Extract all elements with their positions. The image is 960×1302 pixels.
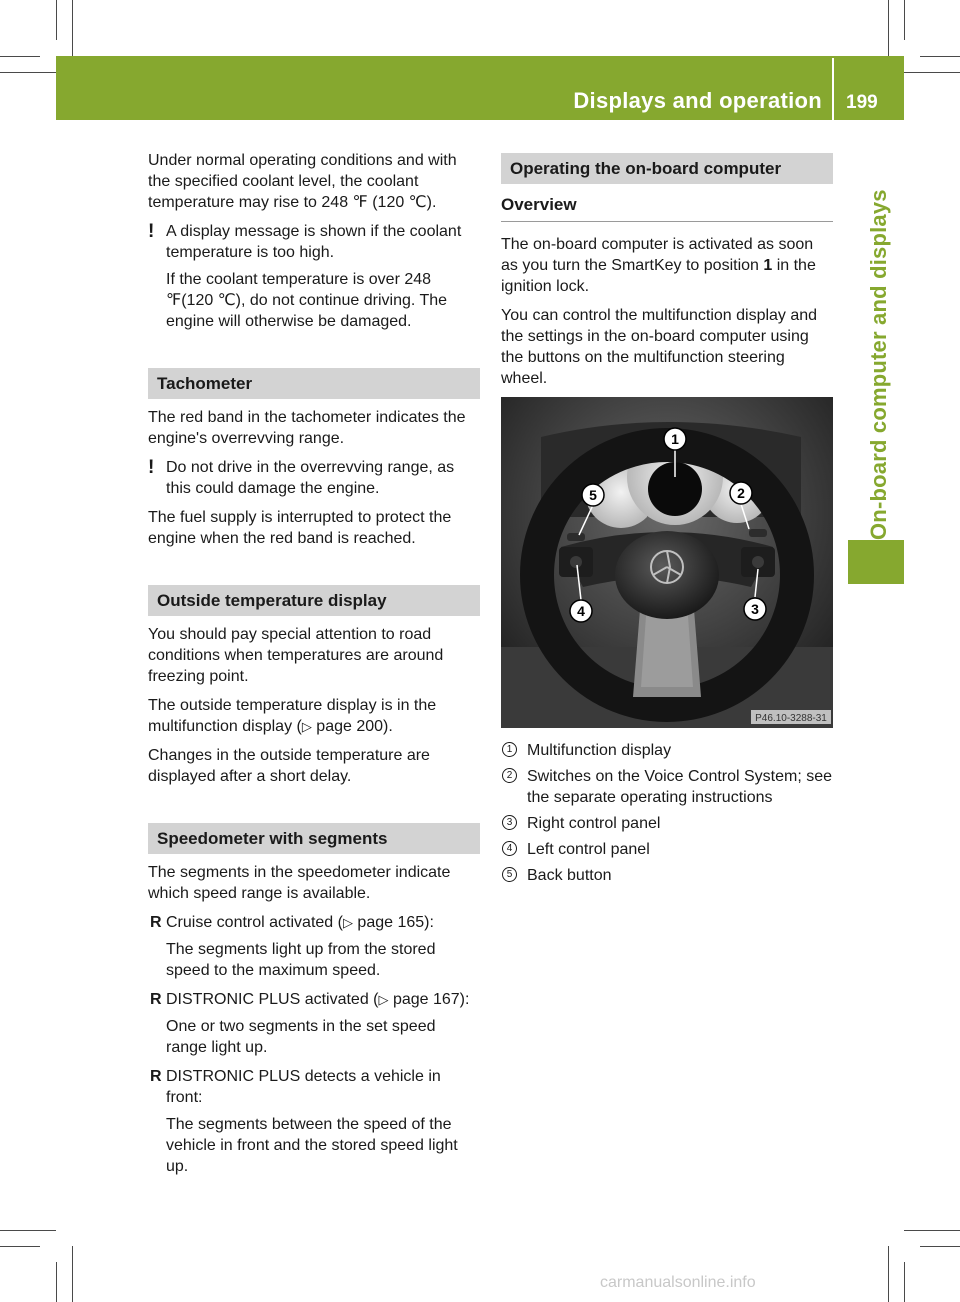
callout-label: 1 xyxy=(671,431,679,447)
text-run: The on-board computer is activated as soon as you turn the SmartKey to position xyxy=(501,236,814,274)
callout-label: 4 xyxy=(577,603,585,619)
page-number: 199 xyxy=(846,92,878,113)
legend-item xyxy=(501,839,833,860)
watermark: carmanualsonline.info xyxy=(600,1274,756,1291)
page-link[interactable]: page 165): xyxy=(352,914,434,931)
warning-text: If the coolant temperature is over 248 ℉(120 ℃), do not continue driving. The engine will otherwise be damaged. xyxy=(166,271,448,330)
voice-control-switch xyxy=(749,529,767,537)
list-item xyxy=(148,912,480,981)
crop-mark xyxy=(904,0,905,40)
text-run: in the ignition lock. xyxy=(501,257,816,295)
coolant-warning xyxy=(148,221,480,332)
back-button xyxy=(567,533,585,541)
crop-mark xyxy=(56,1262,57,1302)
control-paragraph: You can control the multifunction display and the settings in the on-board computer using the buttons on the multifunction steering wheel. xyxy=(501,307,818,387)
list-item xyxy=(148,989,480,1058)
callout-number-icon: 3 xyxy=(502,815,517,830)
legend-item xyxy=(501,740,833,761)
left-column xyxy=(148,150,480,1185)
section-heading-tachometer: Tachometer xyxy=(148,368,480,399)
bullet-icon: R xyxy=(150,991,162,1008)
callout-number-icon: 1 xyxy=(502,742,517,757)
bullet-icon: R xyxy=(150,1068,162,1085)
text-run: Cruise control activated ( xyxy=(166,914,343,931)
side-tab-marker xyxy=(848,540,904,584)
warning-text: Do not drive in the overrevving range, as this could damage the engine. xyxy=(166,459,455,497)
coolant-paragraph: Under normal operating conditions and with the specified coolant level, the coolant temperature may rise to 248 ℉ (120 ℃). xyxy=(148,152,457,211)
list-item-detail: The segments light up from the stored speed to the maximum speed. xyxy=(166,941,436,979)
section-heading-speedometer: Speedometer with segments xyxy=(148,823,480,854)
legend-item xyxy=(501,766,833,808)
legend-item xyxy=(501,865,833,886)
text-run: DISTRONIC PLUS detects a vehicle in front: xyxy=(166,1068,441,1106)
callout-number-icon: 2 xyxy=(502,768,517,783)
list-item xyxy=(148,1066,480,1177)
list-item-detail: The segments between the speed of the vehicle in front and the stored speed light up. xyxy=(166,1116,458,1175)
header-divider xyxy=(832,58,834,120)
warning-icon: ! xyxy=(148,221,155,242)
callout-5 xyxy=(582,484,604,506)
subheading-overview: Overview xyxy=(501,194,833,222)
callout-label: 3 xyxy=(751,601,759,617)
callout-number-icon: 5 xyxy=(502,867,517,882)
fuel-supply-paragraph: The fuel supply is interrupted to protect the engine when the red band is reached. xyxy=(148,509,452,547)
crop-mark xyxy=(0,1230,56,1231)
crop-mark xyxy=(0,72,56,73)
outside-temp-paragraph: You should pay special attention to road conditions when temperatures are around freezing point. xyxy=(148,626,444,685)
crop-mark xyxy=(888,0,889,56)
legend-text: Switches on the Voice Control System; see the separate operating instructions xyxy=(527,768,833,806)
bullet-icon: R xyxy=(150,914,162,931)
position-number: 1 xyxy=(763,257,773,274)
crop-mark xyxy=(56,0,57,40)
crop-mark xyxy=(888,1246,889,1302)
callout-label: 5 xyxy=(589,487,597,503)
legend-text: Multifunction display xyxy=(527,742,672,759)
crop-mark xyxy=(920,1246,960,1247)
callout-2 xyxy=(730,482,752,504)
list-item-detail: One or two segments in the set speed range light up. xyxy=(166,1018,436,1056)
side-tab-label: On-board computer and displays xyxy=(866,189,891,540)
callout-label: 2 xyxy=(737,485,745,501)
callout-number-icon: 4 xyxy=(502,841,517,856)
callout-3 xyxy=(744,598,766,620)
warning-text: A display message is shown if the coolant temperature is too high. xyxy=(166,223,462,261)
page-header-title: Displays and operation xyxy=(573,88,822,113)
text-run: DISTRONIC PLUS activated ( xyxy=(166,991,379,1008)
speed-segment-list xyxy=(148,912,480,1177)
outside-temp-xref-paragraph xyxy=(148,695,480,737)
callout-1 xyxy=(664,428,686,450)
crop-mark xyxy=(72,1246,73,1302)
crop-mark xyxy=(904,72,960,73)
callout-4 xyxy=(570,600,592,622)
tachometer-paragraph: The red band in the tachometer indicates the engine's overrevving range. xyxy=(148,409,466,447)
activation-paragraph xyxy=(501,234,833,297)
crop-mark xyxy=(920,56,960,57)
page-link[interactable]: page 167): xyxy=(388,991,470,1008)
steering-wheel-illustration xyxy=(501,397,833,728)
warning-icon: ! xyxy=(148,457,155,478)
photo-reference-code: P46.10-3288-31 xyxy=(755,713,827,724)
callout-legend xyxy=(501,740,833,886)
page-ref-arrow-icon: ▷ xyxy=(342,915,353,930)
section-heading-outside-temp: Outside temperature display xyxy=(148,585,480,616)
legend-text: Left control panel xyxy=(527,841,650,858)
section-heading-onboard-computer: Operating the on-board computer xyxy=(501,153,833,184)
legend-text: Back button xyxy=(527,867,612,884)
page-ref-arrow-icon: ▷ xyxy=(378,992,389,1007)
crop-mark xyxy=(904,1262,905,1302)
crop-mark xyxy=(72,0,73,56)
right-column xyxy=(501,150,833,891)
steering-wheel-photo xyxy=(501,397,833,728)
crop-mark xyxy=(0,56,40,57)
crop-mark xyxy=(904,1230,960,1231)
crop-mark xyxy=(0,1246,40,1247)
airbag-hub xyxy=(615,531,719,619)
text-run: The outside temperature display is in the multifunction display ( xyxy=(148,697,437,735)
page-link[interactable]: page 200). xyxy=(311,718,393,735)
legend-text: Right control panel xyxy=(527,815,661,832)
speedometer-paragraph: The segments in the speedometer indicate which speed range is available. xyxy=(148,864,451,902)
legend-item xyxy=(501,813,833,834)
outside-temp-delay-paragraph: Changes in the outside temperature are displayed after a short delay. xyxy=(148,747,430,785)
page-ref-arrow-icon: ▷ xyxy=(301,719,312,734)
overrev-warning xyxy=(148,457,480,499)
